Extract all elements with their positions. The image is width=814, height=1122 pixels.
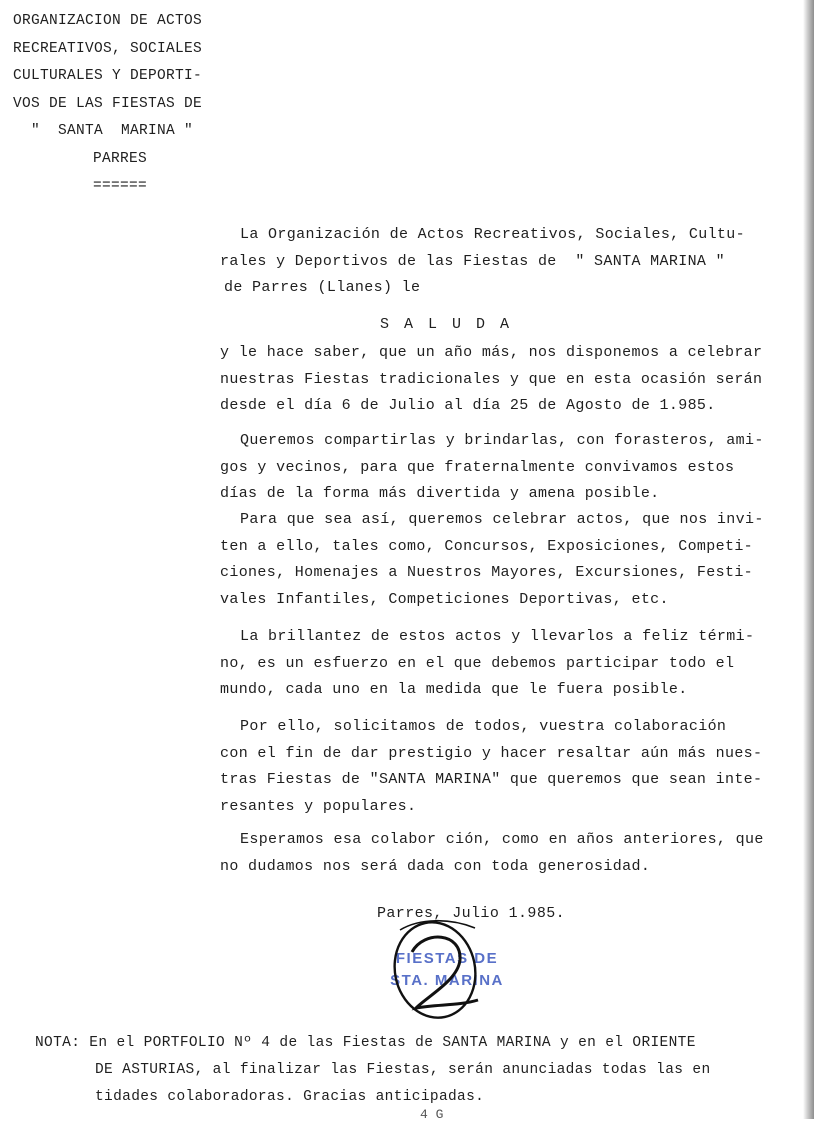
text-line: nuestras Fiestas tradicionales y que en esta ocasión serán: [220, 370, 763, 388]
header-line: ORGANIZACION DE ACTOS: [13, 13, 203, 29]
text-line: Por ello, solicitamos de todos, vuestra colaboración: [240, 718, 727, 735]
text-line: La brillantez de estos actos y llevarlos a feliz térmi-: [240, 628, 755, 645]
paragraph-1: [220, 340, 800, 420]
text-line: y le hace saber, que un año más, nos disponemos a celebrar: [220, 344, 763, 361]
text-line: días de la forma más divertida y amena posible.: [220, 485, 660, 502]
text-line: Esperamos esa colabor ción, como en años anteriores, que: [240, 831, 764, 848]
saluda-heading: SALUDA: [380, 316, 525, 333]
text-line: ten a ello, tales como, Concursos, Exposiciones, Competi-: [220, 537, 754, 555]
page-edge-shadow: [803, 0, 814, 1119]
nota-line: NOTA: En el PORTFOLIO Nº 4 de las Fiestas de SANTA MARINA y en el ORIENTE: [35, 1035, 696, 1051]
handwritten-number-2-mark: [380, 908, 530, 1028]
text-line: gos y vecinos, para que fraternalmente convivamos estos: [220, 458, 735, 476]
header-line: PARRES: [93, 150, 148, 167]
paragraph-3: [220, 507, 800, 613]
text-line: desde el día 6 de Julio al día 25 de Agosto de 1.985.: [220, 397, 716, 414]
text-line: resantes y populares.: [220, 797, 417, 815]
header-underline: ======: [93, 178, 148, 194]
header-line: CULTURALES Y DEPORTI-: [13, 68, 203, 84]
nota-line: DE ASTURIAS, al finalizar las Fiestas, serán anunciadas todas las en: [95, 1062, 711, 1078]
text-line: La Organización de Actos Recreativos, Sociales, Cultu-: [240, 226, 745, 243]
paragraph-5: [220, 714, 800, 820]
nota-section: [35, 1030, 795, 1111]
header-line: RECREATIVOS, SOCIALES: [13, 40, 203, 57]
text-line: rales y Deportivos de las Fiestas de " SANTA MARINA ": [220, 252, 725, 270]
text-line: de Parres (Llanes) le: [224, 279, 421, 296]
text-line: no, es un esfuerzo en el que debemos participar todo el: [220, 654, 735, 672]
text-line: vales Infantiles, Competiciones Deportivas, etc.: [220, 590, 669, 608]
header-line: VOS DE LAS FIESTAS DE: [13, 95, 203, 112]
handwritten-page-mark: 4 G: [420, 1107, 444, 1122]
paragraph-2: [220, 428, 800, 508]
text-line: no dudamos nos será dada con toda generosidad.: [220, 857, 651, 875]
paragraph-6: [220, 827, 800, 880]
text-line: con el fin de dar prestigio y hacer resaltar aún más nues-: [220, 744, 763, 762]
header-line: " SANTA MARINA ": [31, 123, 194, 139]
organization-header: [13, 8, 243, 201]
intro-paragraph: [220, 222, 800, 302]
letter-date: Parres, Julio 1.985.: [377, 905, 566, 922]
text-line: mundo, cada uno en la medida que le fuera posible.: [220, 681, 688, 698]
stamp-line: FIESTAS DE: [395, 950, 499, 967]
paragraph-4: [220, 624, 800, 704]
text-line: Para que sea así, queremos celebrar actos, que nos invi-: [240, 511, 764, 528]
text-line: tras Fiestas de "SANTA MARINA" que queremos que sean inte-: [220, 771, 763, 788]
text-line: ciones, Homenajes a Nuestros Mayores, Excursiones, Festi-: [220, 564, 754, 581]
stamp-line: STA. MARINA: [390, 972, 504, 989]
nota-line: tidades colaboradoras. Gracias anticipadas.: [95, 1089, 485, 1105]
text-line: Queremos compartirlas y brindarlas, con forasteros, ami-: [240, 432, 764, 449]
